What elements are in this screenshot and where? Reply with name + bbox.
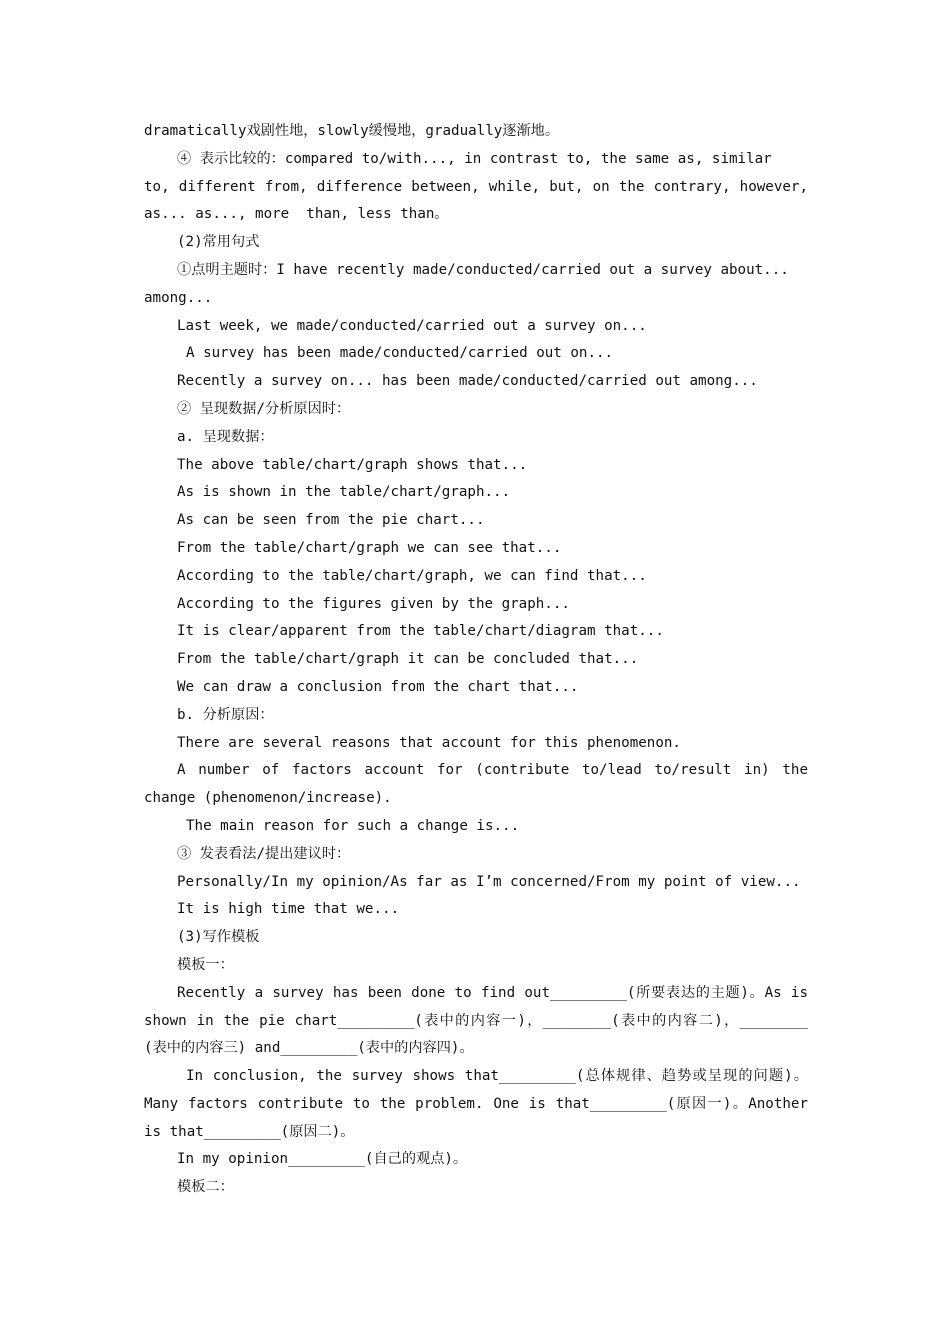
text-line: Last week, we made/conducted/carried out a survey on... (177, 317, 647, 334)
text-line: ④ 表示比较的：compared to/with..., in contrast to, the same as, similar (177, 150, 772, 167)
text-line: According to the table/chart/graph, we can find that... (177, 567, 647, 584)
text-line: to, different from, difference between, while, but, on the contrary, however, (144, 178, 808, 195)
text-line: From the table/chart/graph it can be concluded that... (177, 651, 639, 668)
text-line: shown in the pie chart_________(表中的内容一)，________(表中的内容二)，________ (144, 1012, 808, 1029)
text-line: In my opinion_________(自己的观点)。 (177, 1151, 468, 1168)
text-line: The above table/chart/graph shows that... (177, 456, 528, 473)
text-line: ①点明主题时：I have recently made/conducted/carried out a survey about... (177, 261, 789, 278)
text-line: among... (144, 289, 213, 306)
text-line: There are several reasons that account for this phenomenon. (177, 734, 681, 751)
text-line: ② 呈现数据/分析原因时： (177, 400, 351, 417)
text-line: (表中的内容三) and_________(表中的内容四)。 (144, 1040, 474, 1057)
text-line: A number of factors account for (contribute to/lead to/result in) the (177, 762, 808, 779)
text-line: is that_________(原因二)。 (144, 1123, 355, 1140)
text-line: dramatically戏剧性地，slowly缓慢地，gradually逐渐地。 (144, 123, 560, 139)
document-page (144, 118, 808, 1202)
section-heading: (3)写作模板 (177, 929, 260, 946)
text-line: as... as..., more than, less than。 (144, 206, 449, 223)
text-line: a. 呈现数据： (177, 428, 274, 445)
section-heading: (2)常用句式 (177, 234, 260, 251)
text-line: Personally/In my opinion/As far as I’m concerned/From my point of view... (177, 873, 801, 890)
text-line: As can be seen from the pie chart... (177, 512, 485, 529)
text-line: ③ 发表看法/提出建议时： (177, 845, 351, 862)
text-line: b. 分析原因： (177, 706, 274, 723)
text-line: We can draw a conclusion from the chart that... (177, 678, 579, 695)
text-line: It is clear/apparent from the table/chart/diagram that... (177, 623, 664, 640)
text-line: As is shown in the table/chart/graph... (177, 484, 511, 501)
text-line: change (phenomenon/increase). (144, 790, 392, 807)
text-line: According to the figures given by the graph... (177, 595, 570, 612)
text-line: Many factors contribute to the problem. One is that_________(原因一)。Another (144, 1095, 808, 1112)
text-line: It is high time that we... (177, 901, 400, 918)
text-line: Recently a survey has been done to find out_________(所要表达的主题)。As is (177, 984, 808, 1001)
template-heading: 模板一： (177, 956, 234, 973)
text-line: The main reason for such a change is... (186, 817, 520, 834)
text-line: From the table/chart/graph we can see that... (177, 539, 562, 556)
template-heading: 模板二： (177, 1179, 234, 1196)
text-line: In conclusion, the survey shows that_________(总体规律、趋势或呈现的问题)。 (186, 1068, 808, 1085)
text-line: Recently a survey on... has been made/conducted/carried out among... (177, 373, 758, 390)
text-line: A survey has been made/conducted/carried out on... (186, 345, 614, 362)
